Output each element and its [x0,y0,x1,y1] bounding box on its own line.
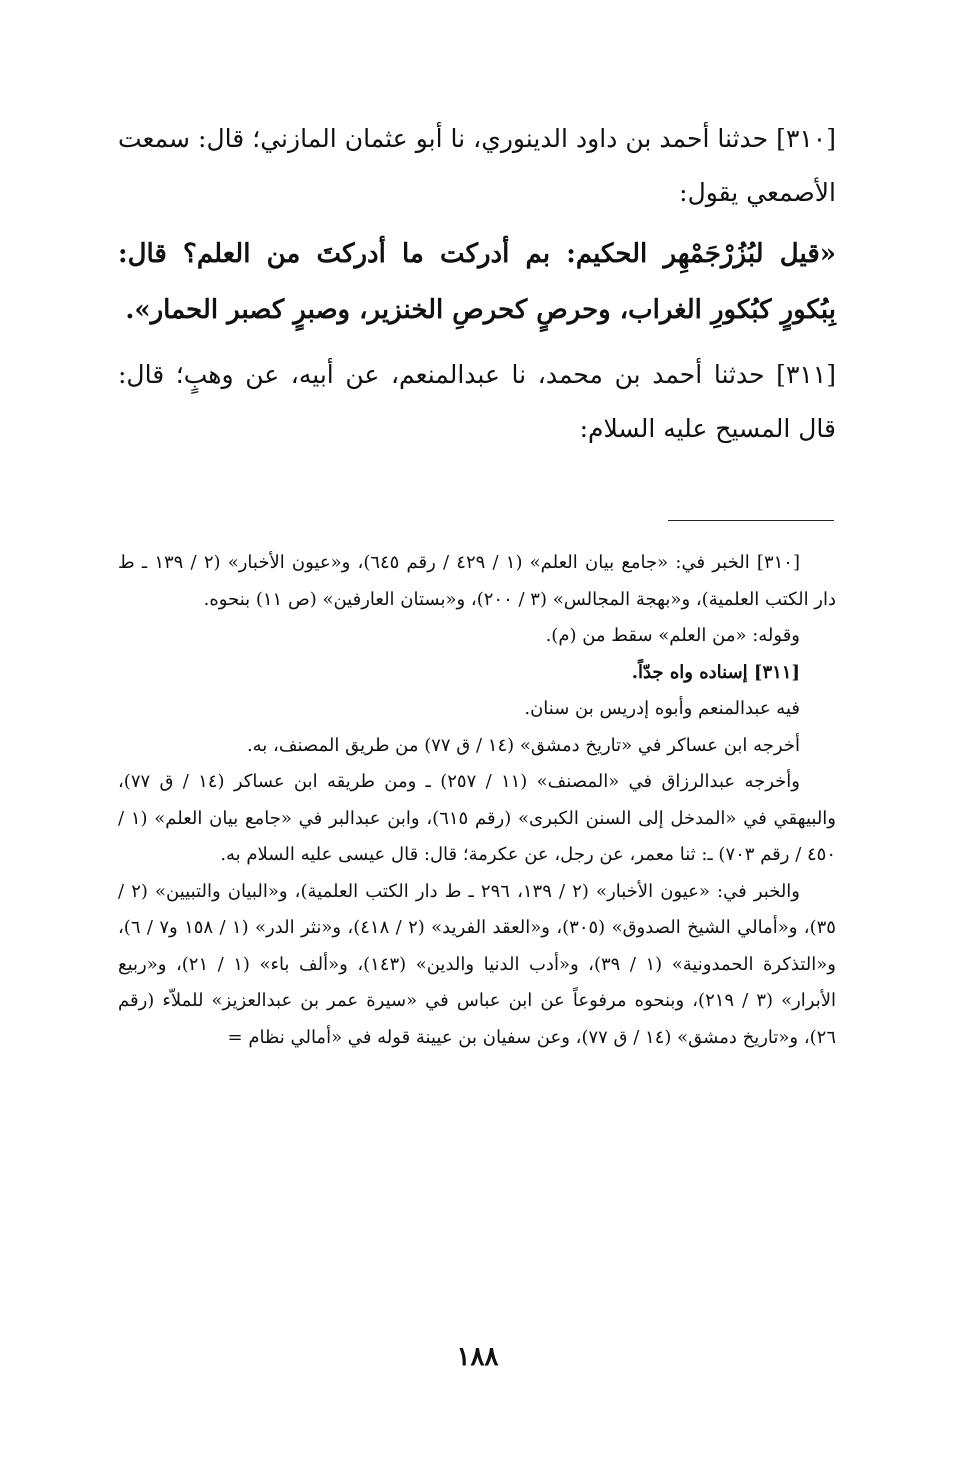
footnote-paragraph: أخرجه ابن عساكر في «تاريخ دمشق» (١٤ / ق ٧٧) من طريق المصنف، به. [246,734,800,756]
main-text-block [118,112,836,456]
narration-311: [٣١١] حدثنا أحمد بن محمد، نا عبدالمنعم، عن أبيه، عن وهبٍ؛ قال: قال المسيح عليه السلام: [118,360,836,443]
footnote-paragraph: [٣١١] إسناده واه جدّاً. [631,661,800,683]
footnote-paragraph: [٣١٠] الخبر في: «جامع بيان العلم» (١ / ٤٢٩ / رقم ٦٤٥)، و«عيون الأخبار» (٢ / ١٣٩ ـ ط دار الكتب العلمية)، و«بهجة المجالس» (٣ / ٢٠٠)، و«بستان العارفين» (ص ١١) بنحوه. [118,552,836,610]
footnote-paragraph: وأخرجه عبدالرزاق في «المصنف» (١١ / ٢٥٧) ـ ومن طريقه ابن عساكر (١٤ / ق ٧٧)، والبيهقي في «المدخل إلى السنن الكبرى» (رقم ٦١٥)، وابن عبدالبر في «جامع بيان العلم» (١ / ٤٥٠ / رقم ٧٠٣) ـ: ثنا معمر، عن رجل، عن عكرمة؛ قال: قال عيسى عليه السلام به. [118,771,836,865]
narration-310: [٣١٠] حدثنا أحمد بن داود الدينوري، نا أبو عثمان المازني؛ قال: سمعت الأصمعي يقول: [118,124,836,207]
footnote-paragraph: فيه عبدالمنعم وأبوه إدريس بن سنان. [524,698,800,719]
footnotes-block [118,545,836,1056]
quote-bozorgmehr: «قيل لبُزُرْجَمْهِر الحكيم: بم أدركت ما أدركتَ من العلم؟ قال: بِبُكورٍ كبُكورِ الغراب، وحرصٍ كحرصِ الخنزير، وصبرٍ كصبر الحمار». [118,239,836,325]
footnote-paragraph: والخبر في: «عيون الأخبار» (٢ / ١٣٩، ٢٩٦ ـ ط دار الكتب العلمية)، و«البيان والتبيين» (٢ / ٣٥)، و«أمالي الشيخ الصدوق» (٣٠٥)، و«العقد الفريد» (٢ / ٤١٨)، و«نثر الدر» (١ / ١٥٨ و٧ / ٦)، و«التذكرة الحمدونية» (١ / ٣٩)، و«أدب الدنيا والدين» (١٤٣)، و«ألف باء» (١ / ٢١)، و«ربيع الأبرار» (٣ / ٢١٩)، وبنحوه مرفوعاً عن ابن عباس في «سيرة عمر بن عبدالعزيز» للملاّء (رقم ٢٦)، و«تاريخ دمشق» (١٤ / ق ٧٧)، وعن سفيان بن عيينة قوله في «أمالي نظام = [118,880,836,1048]
page-number: ١٨٨ [456,1342,499,1372]
footnote-paragraph: وقوله: «من العلم» سقط من (م). [545,625,800,646]
footnote-separator [668,520,834,521]
